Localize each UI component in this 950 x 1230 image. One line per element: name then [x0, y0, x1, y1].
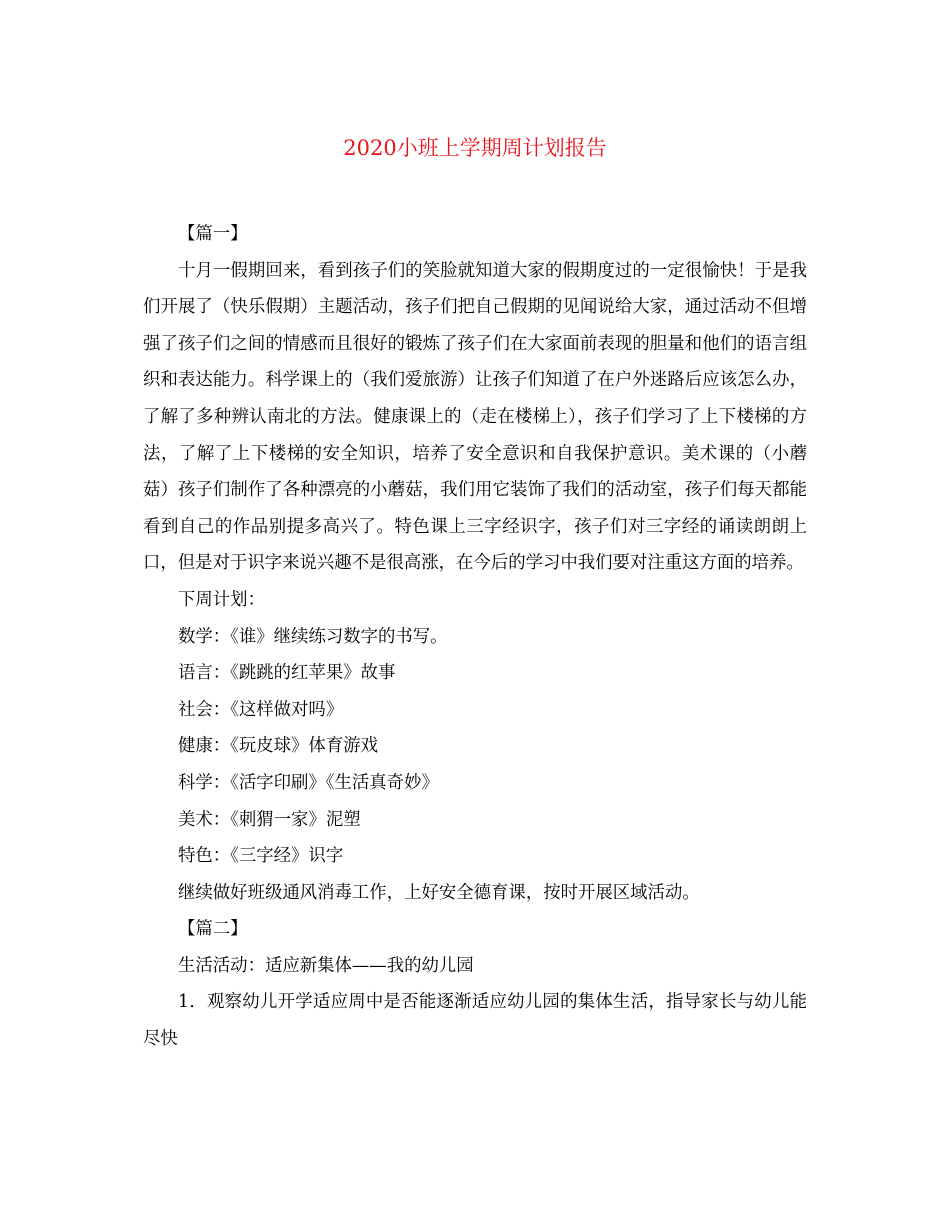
section2-item-1: 1．观察幼儿开学适应周中是否能逐渐适应幼儿园的集体生活，指导家长与幼儿能尽快: [143, 992, 807, 1050]
plan-item-health: 健康：《玩皮球》体育游戏: [178, 736, 378, 757]
plan-item-language: 语言：《跳跳的红苹果》故事: [178, 663, 396, 684]
document-body: [143, 216, 807, 1058]
section-heading-1: 【篇一】: [178, 224, 248, 244]
page-title: 2020小班上学期周计划报告: [343, 136, 607, 160]
life-activity-line: 生活活动：适应新集体——我的幼儿园: [178, 955, 474, 976]
plan-item-special: 特色：《三字经》识字: [178, 846, 344, 867]
plan-heading: 下周计划：: [178, 589, 265, 610]
plan-item-science: 科学：《活字印刷》《生活真奇妙》: [178, 772, 439, 793]
plan-item-math: 数学：《谁》继续练习数字的书写。: [178, 626, 448, 647]
section-heading-2: 【篇二】: [178, 919, 248, 940]
plan-item-society: 社会：《这样做对吗》: [178, 699, 344, 720]
section1-closing: 继续做好班级通风消毒工作，上好安全德育课，按时开展区域活动。: [178, 882, 700, 903]
section1-paragraph: 十月一假期回来，看到孩子们的笑脸就知道大家的假期度过的一定很愉快！于是我们开展了（快乐假期）主题活动，孩子们把自己假期的见闻说给大家，通过活动不但增强了孩子们之间的情感而且很好的锻炼了孩子们在大家面前表现的胆量和他们的语言组织和表达能力。科学课上的（我们爱旅游）让孩子们知道了在户外迷路后应该怎么办，了解了多种辨认南北的方法。健康课上的（走在楼梯上），孩子们学习了上下楼梯的方法，了解了上下楼梯的安全知识，培养了安全意识和自我保护意识。美术课的（小蘑菇）孩子们制作了各种漂亮的小蘑菇，我们用它装饰了我们的活动室，孩子们每天都能看到自己的作品别提多高兴了。特色课上三字经识字，孩子们对三字经的诵读朗朗上口，但是对于识字来说兴趣不是很高涨，在今后的学习中我们要对注重这方面的培养。: [143, 260, 807, 574]
plan-item-art: 美术：《刺猬一家》泥塑: [178, 809, 361, 830]
